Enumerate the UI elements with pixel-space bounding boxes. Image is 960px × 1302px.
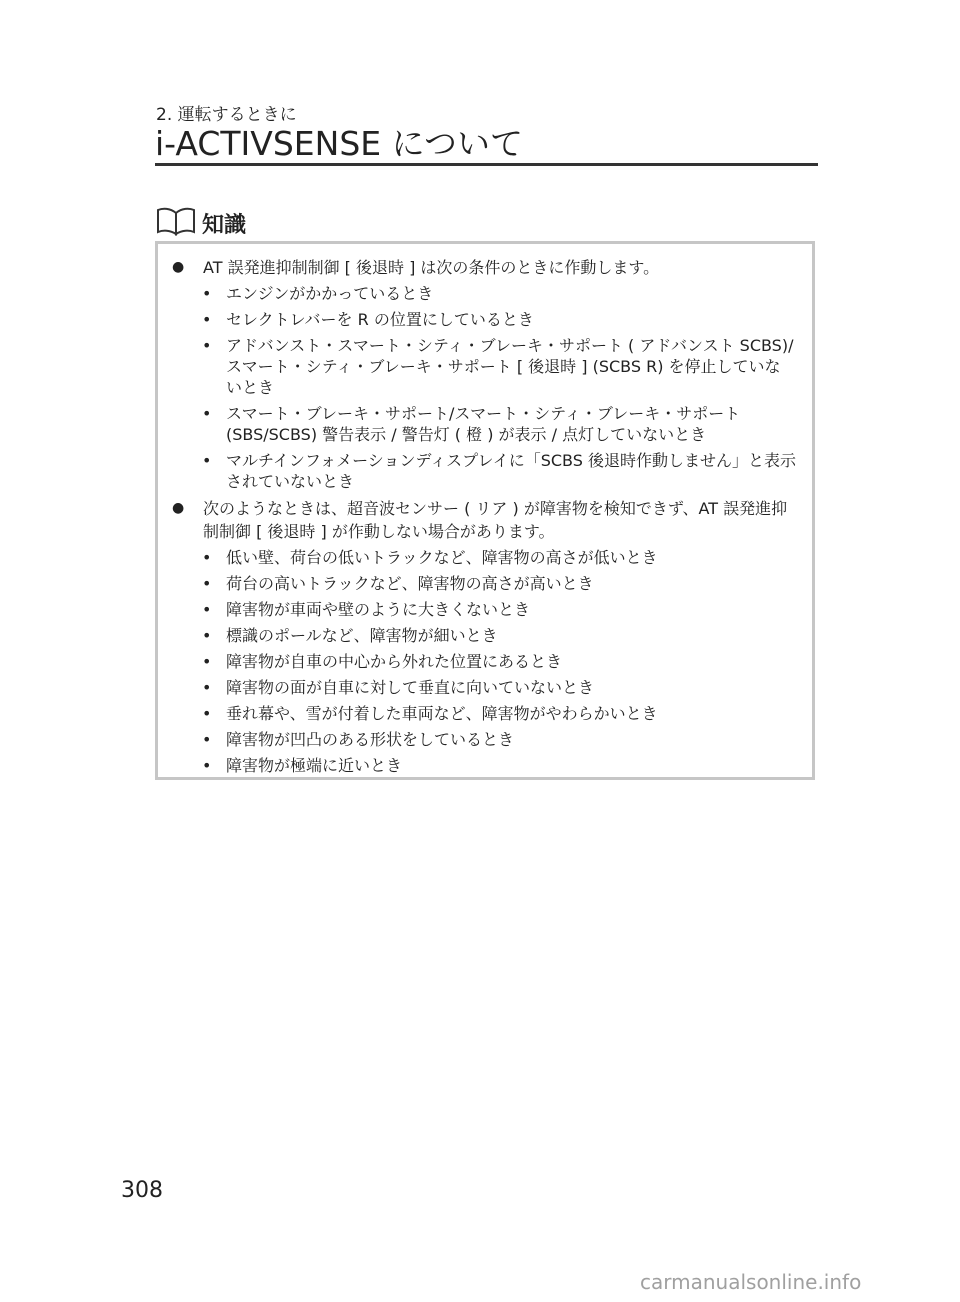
watermark: carmanualsonline.info <box>640 1270 862 1294</box>
sub-item-text: 垂れ幕や、雪が付着した車両など、障害物がやわらかいとき <box>226 704 658 723</box>
sub-item-text: 障害物が車両や壁のように大きくないとき <box>226 600 531 619</box>
sub-bullet-icon: • <box>202 451 212 470</box>
sub-item-text: 障害物の面が自車に対して垂直に向いていないとき <box>226 678 595 697</box>
sub-bullet-icon: • <box>202 626 212 645</box>
sub-bullet-icon: • <box>202 336 212 355</box>
sub-item <box>158 625 812 646</box>
note-list <box>158 256 812 781</box>
sub-bullet-icon: • <box>202 678 212 697</box>
sub-item <box>158 450 812 492</box>
sub-item-text: 障害物が自車の中心から外れた位置にあるとき <box>226 652 563 671</box>
sub-bullet-icon: • <box>202 756 212 775</box>
sub-bullet-icon: • <box>202 310 212 329</box>
sub-item <box>158 755 812 776</box>
note-item <box>158 497 812 543</box>
note-text: 次のようなときは、超音波センサー ( リア ) が障害物を検知できず、AT 誤発進抑制制御 [ 後退時 ] が作動しない場合があります。 <box>203 499 788 541</box>
bullet-icon: ● <box>172 500 185 516</box>
section-label: 2. 運転するときに <box>156 105 297 125</box>
sub-item <box>158 729 812 750</box>
sub-item-text: 低い壁、荷台の低いトラックなど、障害物の高さが低いとき <box>226 548 658 567</box>
sub-item-text: マルチインフォメーションディスプレイに「SCBS 後退時作動しません」と表示されていないとき <box>226 451 796 491</box>
bullet-icon: ● <box>172 259 185 275</box>
sub-item-text: 荷台の高いトラックなど、障害物の高さが高いとき <box>226 574 594 593</box>
sub-item <box>158 309 812 330</box>
knowledge-title: 知識 <box>202 212 247 238</box>
page-title: i-ACTIVSENSE について <box>155 124 523 163</box>
sub-item-text: 障害物が凹凸のある形状をしているとき <box>226 730 515 749</box>
sub-item <box>158 599 812 620</box>
sub-item <box>158 677 812 698</box>
sub-bullet-icon: • <box>202 704 212 723</box>
sub-item <box>158 283 812 304</box>
page-number: 308 <box>121 1178 163 1203</box>
sub-item-text: アドバンスト・スマート・シティ・ブレーキ・サポート ( アドバンスト SCBS)/ スマート・シティ・ブレーキ・サポート [ 後退時 ] (SCBS R) を停止していないとき <box>226 336 794 397</box>
sub-item <box>158 547 812 568</box>
sub-item-text: セレクトレバーを R の位置にしているとき <box>226 310 534 329</box>
sub-item <box>158 573 812 594</box>
sub-item <box>158 403 812 445</box>
sub-bullet-icon: • <box>202 730 212 749</box>
sub-item-text: 標識のポールなど、障害物が細いとき <box>226 626 498 645</box>
sub-bullet-icon: • <box>202 574 212 593</box>
sub-bullet-icon: • <box>202 404 212 423</box>
sub-item-text: スマート・ブレーキ・サポート/スマート・シティ・ブレーキ・サポート (SBS/SCBS) 警告表示 / 警告灯 ( 橙 ) が表示 / 点灯していないとき <box>226 404 741 444</box>
title-rule <box>155 163 818 166</box>
sub-item <box>158 703 812 724</box>
note-item <box>158 256 812 279</box>
open-book-icon <box>156 205 196 241</box>
note-text: AT 誤発進抑制制御 [ 後退時 ] は次の条件のときに作動します。 <box>203 258 660 277</box>
sub-item-text: エンジンがかかっているとき <box>226 284 434 303</box>
sub-bullet-icon: • <box>202 548 212 567</box>
note-box <box>155 241 815 780</box>
sub-item <box>158 651 812 672</box>
sub-bullet-icon: • <box>202 600 212 619</box>
knowledge-header <box>156 205 246 241</box>
sub-item-text: 障害物が極端に近いとき <box>226 756 403 775</box>
sub-bullet-icon: • <box>202 284 212 303</box>
sub-bullet-icon: • <box>202 652 212 671</box>
sub-item <box>158 335 812 398</box>
